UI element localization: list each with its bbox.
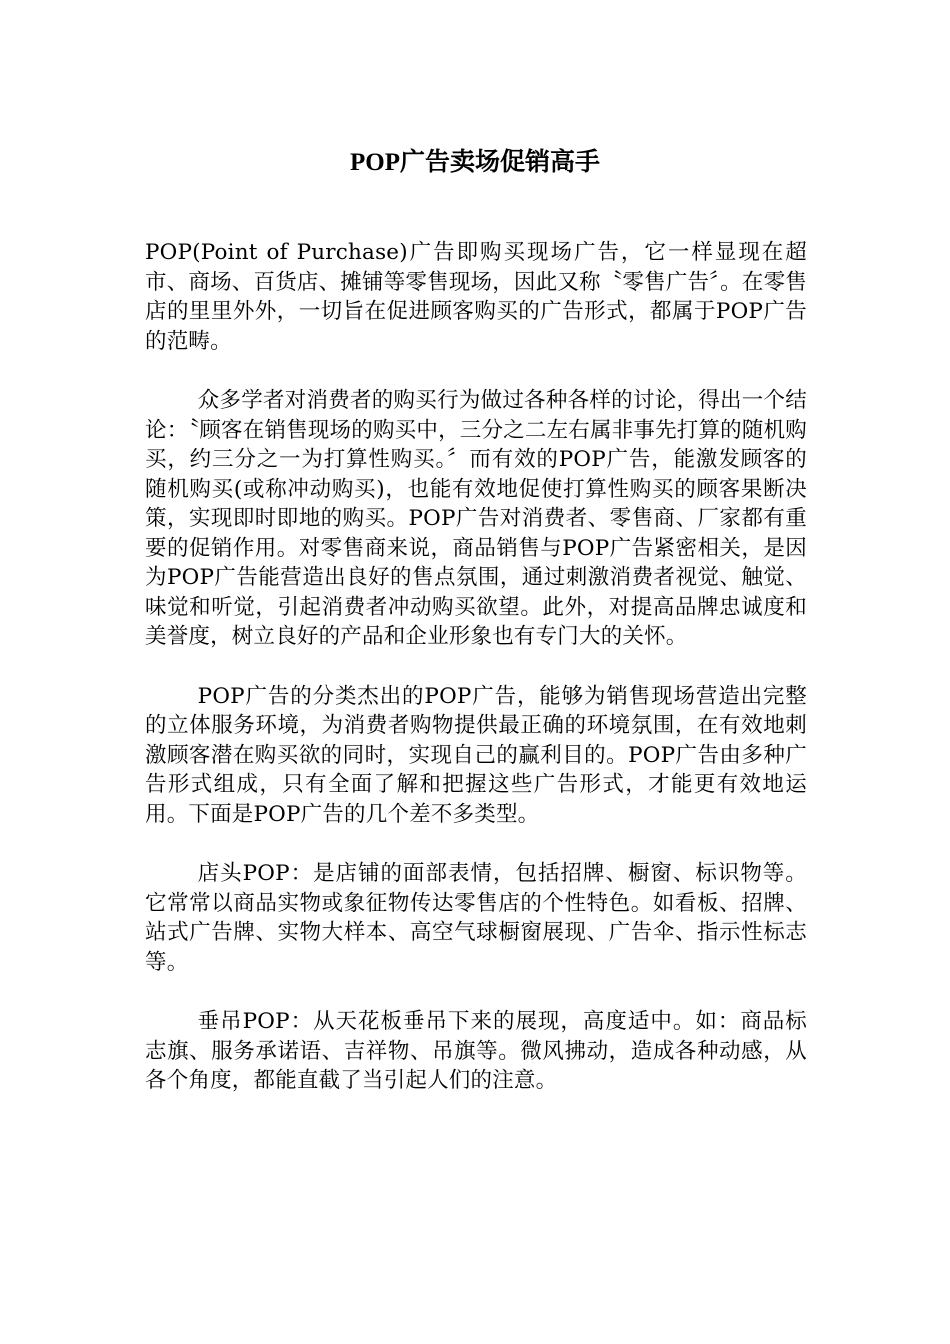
paragraph-pop-classification: POP广告的分类杰出的POP广告，能够为销售现场营造出完整的立体服务环境，为消费者购物提供最正确的环境氛围，在有效地刺激顾客潜在购买欲的同时，实现自己的赢利目的。POP广告由多种广告形式组成，只有全面了解和把握这些广告形式，才能更有效地运用。下面是POP广告的几个差不多类型。 <box>145 683 807 827</box>
paragraph-hanging-pop: 垂吊POP：从天花板垂吊下来的展现，高度适中。如：商品标志旗、服务承诺语、吉祥物、吊旗等。微风拂动，造成各种动感，从各个角度，都能直截了当引起人们的注意。 <box>145 1009 807 1093</box>
paragraph-consumer-research: 众多学者对消费者的购买行为做过各种各样的讨论，得出一个结论：〝顾客在销售现场的购买中，三分之二左右属非事先打算的随机购买，约三分之一为打算性购买。〞而有效的POP广告，能激发顾客的随机购买(或称冲动购买)，也能有效地促使打算性购买的顾客果断决策，实现即时即地的购买。POP广告对消费者、零售商、厂家都有重要的促销作用。对零售商来说，商品销售与POP广告紧密相关，是因为POP广告能营造出良好的售点氛围，通过刺激消费者视觉、触觉、味觉和听觉，引起消费者冲动购买欲望。此外，对提高品牌忠诚度和美誉度，树立良好的产品和企业形象也有专门大的关怀。 <box>145 388 807 649</box>
paragraph-pop-definition: POP(Point of Purchase)广告即购买现场广告，它一样显现在超市、商场、百货店、摊铺等零售现场，因此又称〝零售广告〞。在零售店的里里外外，一切旨在促进顾客购买的广告形式，都属于POP广告的范畴。 <box>145 240 807 354</box>
document-body <box>145 238 807 1126</box>
paragraph-storefront-pop: 店头POP：是店铺的面部表情，包括招牌、橱窗、标识物等。它常常以商品实物或象征物传达零售店的个性特色。如看板、招牌、站式广告牌、实物大样本、高空气球橱窗展现、广告伞、指示性标志等。 <box>145 861 807 975</box>
document-title: POP广告卖场促销高手 <box>350 149 600 176</box>
